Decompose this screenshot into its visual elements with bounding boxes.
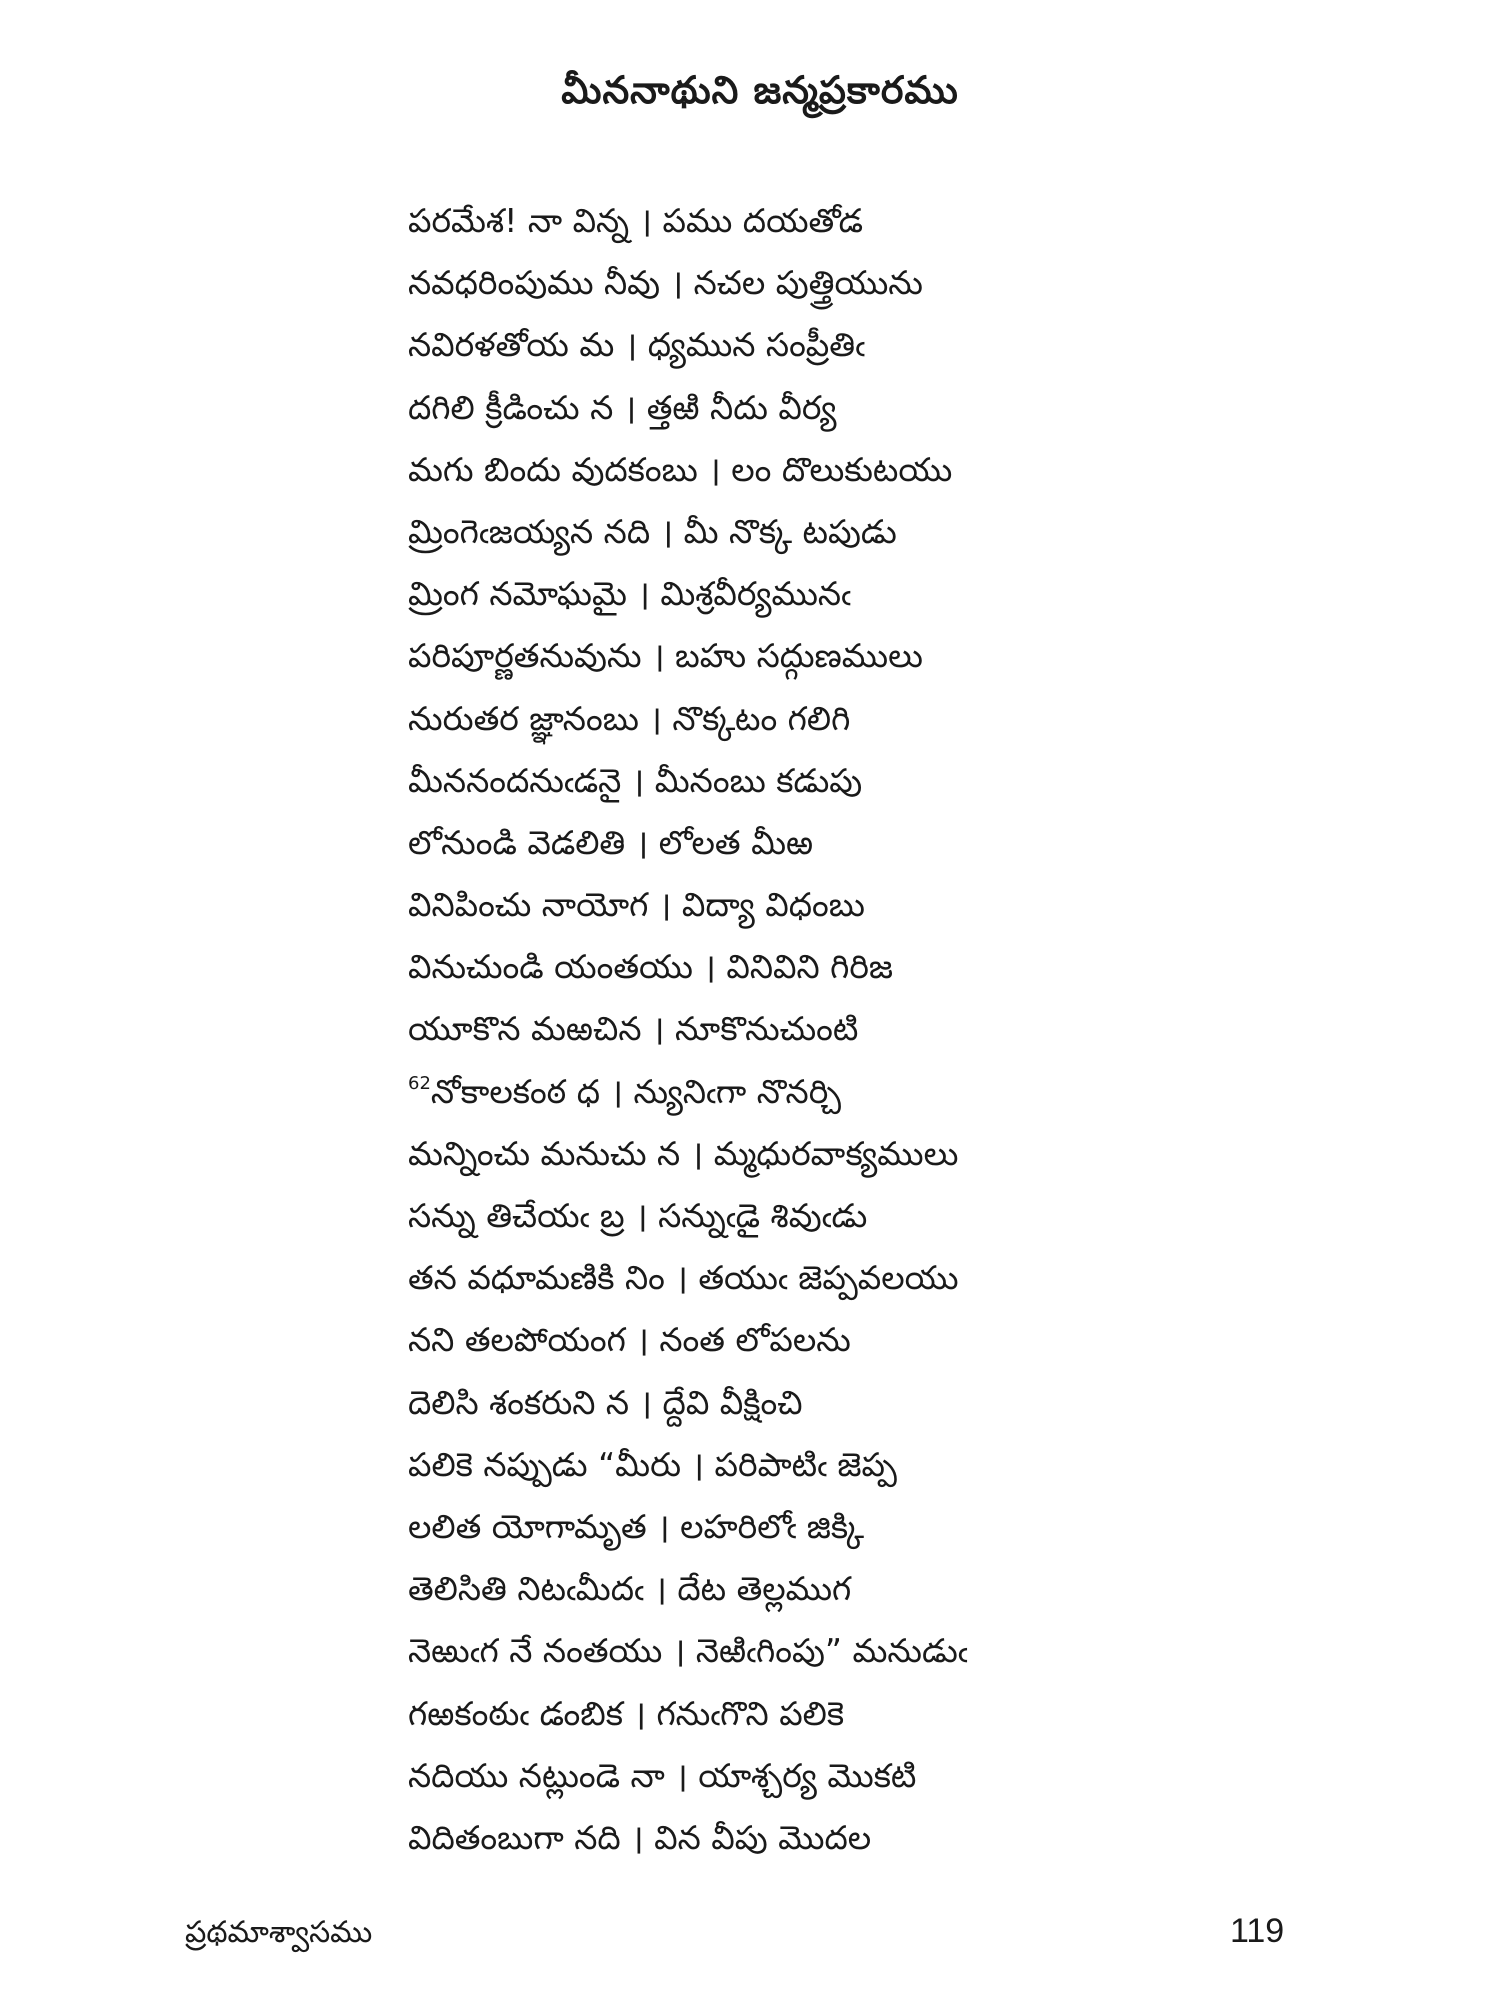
poem-line-text: దెలిసి శంకరుని న । ద్దేవి వీక్షించి	[408, 1382, 803, 1422]
poem-line-text: మ్రింగ నమోఘమై । మిశ్రవీర్యమునఁ	[408, 574, 851, 614]
poem-line	[408, 1620, 1408, 1682]
poem-line-text: నవిరళతోయ మ । ధ్యమున సంప్రీతిఁ	[408, 325, 865, 365]
poem-line	[408, 1496, 1408, 1558]
poem-line	[408, 439, 1408, 501]
poem-line	[408, 1185, 1408, 1247]
poem-line	[408, 377, 1408, 439]
poem-line	[408, 314, 1408, 376]
poem-body	[408, 190, 1408, 1869]
poem-line-text: గఱకంఠుఁ డంబిక । గనుఁగొని పలికె	[408, 1693, 845, 1733]
poem-line	[408, 625, 1408, 687]
poem-line-text: మగు బిందు వుదకంబు । లం దొలుకుటయు	[408, 449, 953, 489]
poem-line-text: సన్ను తిచేయఁ బ్ర । సన్నుఁడై శివుఁడు	[408, 1196, 868, 1235]
poem-line	[408, 1434, 1408, 1496]
poem-line-text: తెలిసితి నిటఁమీదఁ । దేట తెల్లముగ	[408, 1569, 852, 1609]
poem-line-text: నెఱుఁగ నే నంతయు । నెఱిఁగింపు” మనుడుఁ	[408, 1631, 968, 1671]
poem-line-text: పరమేశ! నా విన్న । పము దయతోడ	[408, 201, 864, 240]
footnote-marker: 62	[408, 1072, 431, 1094]
poem-line-text: మన్నించు మనుచు న । మ్మధురవాక్యములు	[408, 1133, 959, 1173]
poem-line	[408, 252, 1408, 314]
poem-line	[408, 936, 1408, 998]
poem-line-text: యూకొన మఱచిన । నూకొనుచుంటి	[408, 1009, 859, 1049]
page-title: మీననాథుని జన్మప్రకారము	[561, 68, 959, 112]
poem-line-text: మ్రింగెఁజయ్యన నది । మీ నొక్క టపుడు	[408, 511, 897, 551]
poem-line	[408, 1123, 1408, 1185]
poem-line-text: నోకాలకంఠ ధ । న్యునిఁగా నొనర్చి	[430, 1071, 842, 1111]
poem-line	[408, 190, 1408, 252]
poem-line-text: నవధరింపుము నీవు । నచల పుత్త్రియును	[408, 263, 923, 303]
poem-line-text: మీననందనుఁడనై । మీనంబు కడుపు	[408, 760, 863, 800]
poem-line-text: వినిపించు నాయోగ । విద్యా విధంబు	[408, 885, 865, 925]
poem-line	[408, 1807, 1408, 1869]
poem-line	[408, 1061, 1408, 1123]
poem-line	[408, 1745, 1408, 1807]
poem-line	[408, 1247, 1408, 1309]
poem-line-text: లోనుండి వెడలితి । లోలత మీఱ	[408, 822, 814, 862]
poem-line	[408, 1372, 1408, 1434]
poem-line	[408, 812, 1408, 874]
poem-line-text: వినుచుండి యంతయు । వినివిని గిరిజ	[408, 947, 894, 987]
poem-line	[408, 1558, 1408, 1620]
poem-line-text: నని తలపోయంగ । నంత లోపలను	[408, 1320, 851, 1360]
poem-line	[408, 688, 1408, 750]
poem-line-text: నురుతర జ్ఞానంబు । నొక్కటం గలిగి	[408, 698, 851, 738]
poem-line	[408, 1683, 1408, 1745]
page-number: 119	[1230, 1912, 1285, 1950]
poem-line-text: తన వధూమణికి నిం । తయుఁ జెప్పవలయు	[408, 1258, 959, 1298]
poem-line-text: విదితంబుగా నది । విన వీపు మొదల	[408, 1817, 872, 1857]
poem-line-text: నదియు నట్లుండె నా । యాశ్చర్య మొకటి	[408, 1755, 917, 1795]
poem-line	[408, 563, 1408, 625]
poem-line	[408, 1309, 1408, 1371]
poem-line-text: దగిలి క్రీడించు న । త్తఱి నీదు వీర్య	[408, 387, 837, 427]
poem-line-text: పరిపూర్ణతనువును । బహు సద్గుణములు	[408, 636, 923, 676]
poem-line-text: పలికె నప్పుడు “మీరు । పరిపాటిఁ జెప్ప	[408, 1444, 897, 1484]
poem-line	[408, 750, 1408, 812]
poem-line	[408, 501, 1408, 563]
poem-line	[408, 998, 1408, 1060]
poem-line	[408, 874, 1408, 936]
poem-line-text: లలిత యోగామృత । లహరిలోఁ జిక్కి	[408, 1506, 865, 1546]
footer-section-name: ప్రథమాశ్వాసము	[185, 1915, 373, 1950]
